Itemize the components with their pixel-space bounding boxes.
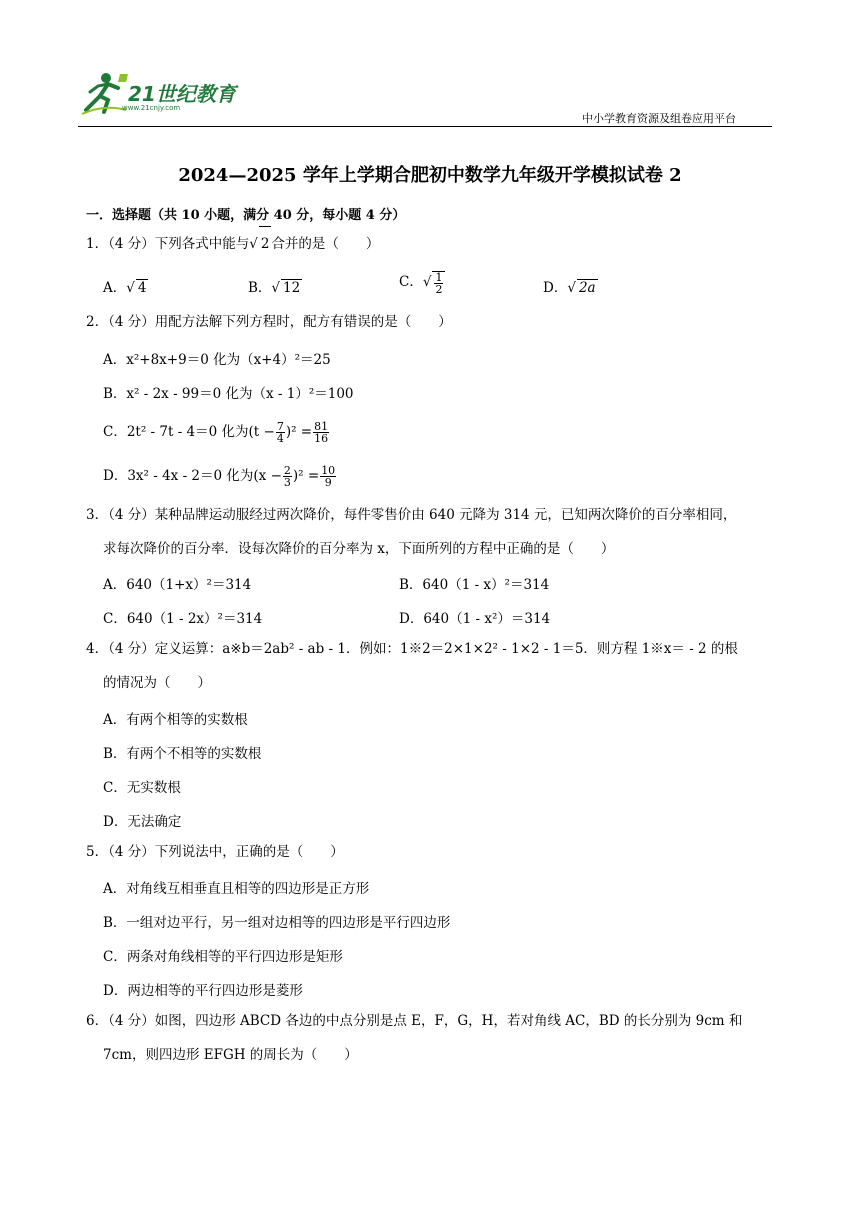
- page-title: 2024—2025 学年上学期合肥初中数学九年级开学模拟试卷 2: [178, 165, 682, 186]
- numerator: 2: [283, 464, 291, 477]
- question-4-line-2: 的情况为（ ）: [103, 675, 211, 691]
- option-letter: D．: [543, 280, 568, 296]
- q2-option-a[interactable]: A．x²+8x+9＝0 化为（x+4）²＝25: [103, 352, 331, 368]
- platform-label: 中小学教育资源及组卷应用平台: [582, 112, 736, 125]
- q1-stem-end: 合并的是（ ）: [271, 236, 380, 252]
- numerator: 10: [321, 464, 336, 477]
- page-header: [78, 70, 772, 128]
- sqrt-sign: √: [249, 236, 258, 252]
- fraction: [276, 421, 285, 444]
- q3-option-d[interactable]: D．640（1 - x²）＝314: [399, 611, 551, 627]
- section-heading: 一．选择题（共 10 小题，满分 40 分，每小题 4 分）: [86, 208, 406, 223]
- q4-option-c[interactable]: C．无实数根: [103, 780, 181, 796]
- numerator: 7: [276, 420, 284, 433]
- header-divider: [78, 126, 772, 127]
- question-1-stem: [86, 226, 786, 261]
- question-5-stem: 5．（4 分）下列说法中，正确的是（ ）: [86, 844, 344, 860]
- option-fraction: [432, 271, 445, 295]
- q4-option-a[interactable]: A．有两个相等的实数根: [103, 712, 248, 728]
- numerator: 81: [314, 420, 329, 433]
- q5-option-b[interactable]: B．一组对边平行，另一组对边相等的四边形是平行四边形: [103, 915, 451, 931]
- denominator: 9: [324, 476, 332, 489]
- denominator: 16: [314, 432, 329, 445]
- question-3-line-2: 求每次降价的百分率．设每次降价的百分率为 x，下面所列的方程中正确的是（ ）: [103, 541, 615, 557]
- q1-stem-start: 1．（4 分）下列各式中能与: [86, 236, 250, 252]
- question-6-line-1: 6．（4 分）如图，四边形 ABCD 各边的中点分别是点 E，F，G，H，若对角线 AC，BD 的长分别为 9cm 和: [86, 1013, 743, 1029]
- q3-option-b[interactable]: B．640（1 - x）²＝314: [399, 577, 550, 593]
- denominator: 4: [276, 432, 284, 445]
- q3-option-a[interactable]: A．640（1+x）²＝314: [103, 577, 252, 593]
- option-letter: C．: [399, 274, 423, 290]
- q1-option-b[interactable]: B．√ 12: [248, 280, 301, 296]
- q1-radicand: 2: [259, 226, 272, 261]
- numerator: 1: [435, 270, 443, 284]
- option-letter: A．: [103, 280, 127, 296]
- denominator: 3: [283, 476, 291, 489]
- logo-text: 21世纪教育: [128, 82, 236, 106]
- option-text: )² =: [285, 424, 313, 440]
- question-2-stem: 2．（4 分）用配方法解下列方程时，配方有错误的是（ ）: [86, 314, 452, 330]
- option-text: )² =: [292, 468, 320, 484]
- q2-option-d[interactable]: [103, 464, 337, 488]
- q5-option-d[interactable]: D．两边相等的平行四边形是菱形: [103, 983, 303, 999]
- fraction: [320, 465, 336, 488]
- q2-option-b[interactable]: B．x² - 2x - 99＝0 化为（x - 1）²＝100: [103, 386, 354, 402]
- option-radicand: 2a: [578, 280, 596, 296]
- option-radicand: 4: [137, 280, 147, 296]
- q5-option-c[interactable]: C．两条对角线相等的平行四边形是矩形: [103, 949, 343, 965]
- q1-option-a[interactable]: A．√ 4: [103, 280, 147, 296]
- question-3-line-1: 3．（4 分）某种品牌运动服经过两次降价，每件零售价由 640 元降为 314 元，已知两次降价的百分率相同，: [86, 507, 737, 523]
- q3-option-c[interactable]: C．640（1 - 2x）²＝314: [103, 611, 263, 627]
- option-text: C．2t² - 7t - 4＝0 化为(t −: [103, 424, 275, 440]
- q1-option-d[interactable]: D．√ 2a: [543, 280, 596, 296]
- fraction: [313, 421, 329, 444]
- q4-option-d[interactable]: D．无法确定: [103, 814, 182, 830]
- option-text: D．3x² - 4x - 2＝0 化为(x −: [103, 468, 282, 484]
- q2-option-c[interactable]: [103, 420, 330, 444]
- option-radicand: 12: [283, 280, 301, 296]
- question-4-line-1: 4．（4 分）定义运算：a※b＝2ab² - ab - 1．例如：1※2＝2×1×2² - 1×2 - 1＝5．则方程 1※x＝ - 2 的根: [86, 641, 738, 657]
- q5-option-a[interactable]: A．对角线互相垂直且相等的四边形是正方形: [103, 881, 370, 897]
- logo: [78, 70, 248, 118]
- denominator: 2: [435, 282, 443, 296]
- q4-option-b[interactable]: B．有两个不相等的实数根: [103, 746, 262, 762]
- question-6-line-2: 7cm，则四边形 EFGH 的周长为（ ）: [103, 1047, 358, 1063]
- option-letter: B．: [248, 280, 272, 296]
- q1-option-c[interactable]: C．√ $\frac{1}{2}$: [399, 270, 446, 295]
- fraction: [283, 465, 292, 488]
- logo-url: www.21cnjy.com: [122, 104, 181, 112]
